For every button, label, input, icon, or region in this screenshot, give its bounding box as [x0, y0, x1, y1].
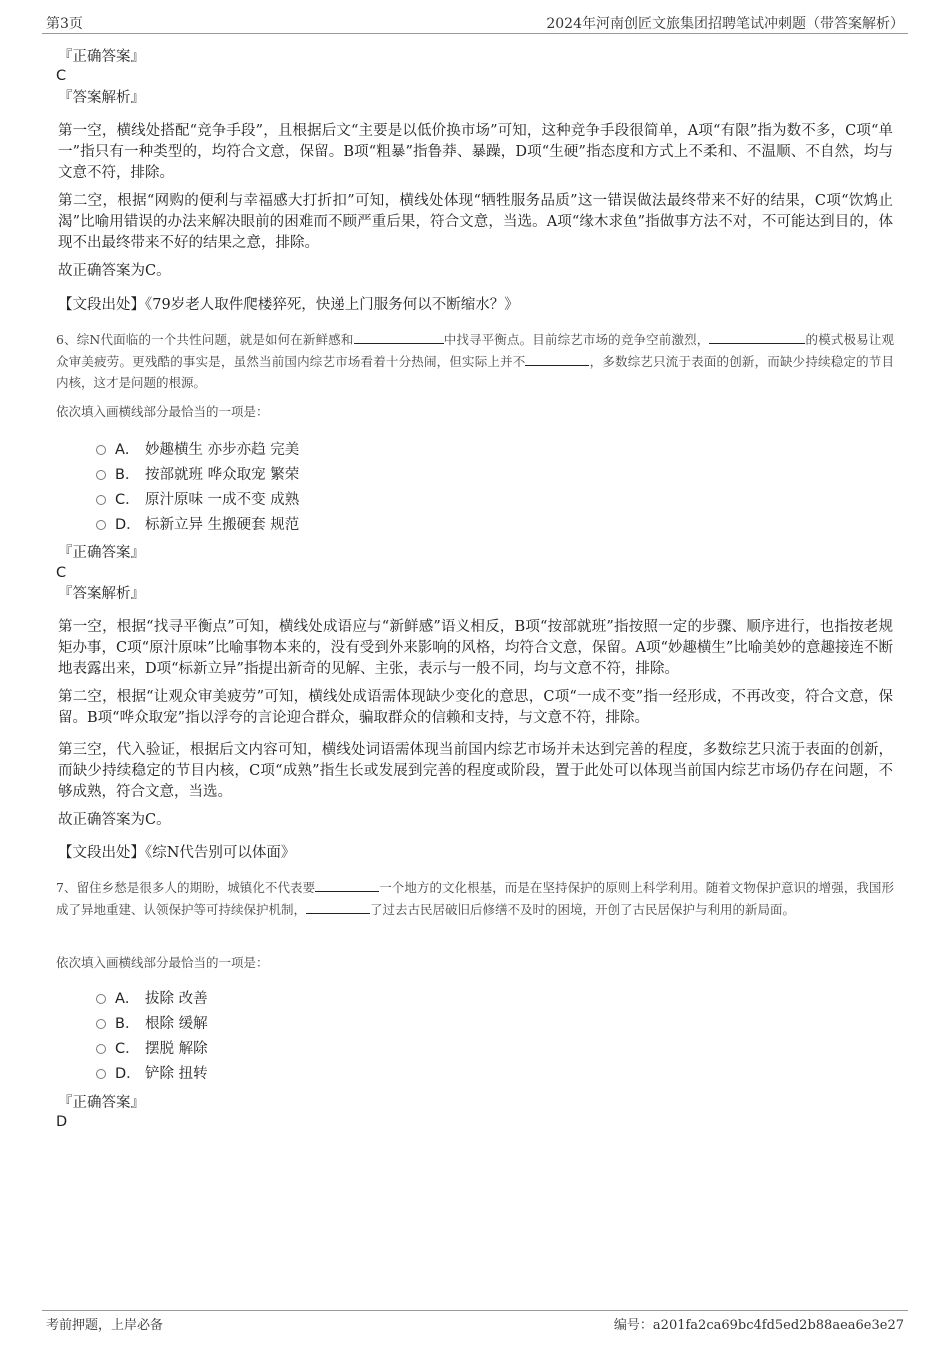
fill-blank	[525, 352, 589, 366]
answer-label: 『正确答案』	[58, 1095, 145, 1111]
analysis-conclusion: 故正确答案为C。	[58, 812, 171, 828]
footer-slogan: 考前押题，上岸必备	[46, 1318, 164, 1333]
radio-icon[interactable]	[96, 1069, 106, 1079]
analysis-label: 『答案解析』	[58, 586, 145, 602]
radio-icon[interactable]	[96, 445, 106, 455]
radio-icon[interactable]	[96, 470, 106, 480]
question-prompt: 依次填入画横线部分最恰当的一项是：	[56, 404, 269, 419]
answer-value: D	[56, 1114, 68, 1130]
option-d[interactable]: D． 标新立异 生搬硬套 规范	[96, 512, 299, 534]
analysis-paragraph: 第三空，代入验证，根据后文内容可知，横线处词语需体现当前国内综艺市场并未达到完善的程度，多数综艺只流于表面的创新，而缺少持续稳定的节目内核，C项“成熟”指生长或发展到完善的程度或阶段，置于此处可以体现当前国内综艺市场仍存在问题，不够成熟，符合文意，当选。	[58, 742, 893, 800]
analysis-paragraph: 第二空，根据“让观众审美疲劳”可知，横线处成语需体现缺少变化的意思，C项“一成不变”指一经形成，不再改变，符合文意，保留。B项“哗众取宠”指以浮夸的言论迎合群众，骗取群众的信赖和支持，与文意不符，排除。	[58, 689, 893, 726]
page-number: 第3页	[46, 16, 83, 32]
fill-blank	[315, 878, 379, 892]
analysis-conclusion: 故正确答案为C。	[58, 263, 171, 279]
option-c[interactable]: C． 摆脱 解除	[96, 1036, 208, 1058]
option-b[interactable]: B． 按部就班 哗众取宠 繁荣	[96, 462, 299, 484]
analysis-paragraph: 第一空，横线处搭配“竞争手段”，且根据后文“主要是以低价换市场”可知，这种竞争手段很简单，A项“有限”指为数不多，C项“单一”指只有一种类型的，均符合文意，保留。B项“粗暴”指鲁莽、暴躁，D项“生硬”指态度和方式上不柔和、不温顺、不自然，均与文意不符，排除。	[58, 123, 893, 181]
footer-divider	[42, 1310, 908, 1311]
fill-blank	[306, 900, 370, 914]
answer-label: 『正确答案』	[58, 49, 145, 65]
question-stem: 6、综N代面临的一个共性问题，就是如何在新鲜感和 中找寻平衡点。目前综艺市场的竞争空前激烈， 的模式极易让观众审美疲劳。更残酷的事实是，虽然当前国内综艺市场看着十分热闹，但实际上并不 ，多数综艺只流于表面的创新，而缺少持续稳定的节目内核，这才是问题的根源。	[56, 332, 894, 390]
radio-icon[interactable]	[96, 520, 106, 530]
option-d[interactable]: D． 铲除 扭转	[96, 1061, 208, 1083]
radio-icon[interactable]	[96, 495, 106, 505]
option-b[interactable]: B． 根除 缓解	[96, 1011, 208, 1033]
options-list	[96, 986, 208, 1083]
header-divider	[42, 33, 908, 34]
option-a[interactable]: A． 妙趣横生 亦步亦趋 完美	[96, 437, 299, 459]
question-stem: 7、留住乡愁是很多人的期盼，城镇化不代表要 一个地方的文化根基，而是在坚持保护的原则上科学利用。随着文物保护意识的增强，我国形成了异地重建、认领保护等可持续保护机制， 了过去古民居破旧后修缮不及时的困境，开创了古民居保护与利用的新局面。	[56, 880, 894, 917]
document-title: 2024年河南创匠文旅集团招聘笔试冲刺题（带答案解析）	[546, 16, 904, 32]
text-source: 【文段出处】《79岁老人取件爬楼猝死，快递上门服务何以不断缩水？》	[58, 297, 519, 313]
text-source: 【文段出处】《综N代告别可以体面》	[58, 845, 296, 861]
analysis-paragraph: 第二空，根据“网购的便利与幸福感大打折扣”可知，横线处体现“牺牲服务品质”这一错误做法最终带来不好的结果，C项“饮鸩止渴”比喻用错误的办法来解决眼前的困难而不顾严重后果，符合文意，当选。A项“缘木求鱼”指做事方法不对，不可能达到目的，体现不出最终带来不好的结果之意，排除。	[58, 193, 893, 251]
answer-value: C	[56, 565, 67, 581]
answer-label: 『正确答案』	[58, 545, 145, 561]
document-id: 编号：a201fa2ca69bc4fd5ed2b88aea6e3e27	[613, 1318, 904, 1333]
question-prompt: 依次填入画横线部分最恰当的一项是：	[56, 955, 269, 970]
option-c[interactable]: C． 原汁原味 一成不变 成熟	[96, 487, 299, 509]
options-list	[96, 437, 299, 534]
analysis-paragraph: 第一空，根据“找寻平衡点”可知，横线处成语应与“新鲜感”语义相反，B项“按部就班”指按照一定的步骤、顺序进行，也指按老规矩办事，C项“原汁原味”比喻事物本来的，没有受到外来影响的风格，均符合文意，保留。A项“妙趣横生”比喻美妙的意趣接连不断地表露出来，D项“标新立异”指提出新奇的见解、主张，表示与一般不同，均与文意不符，排除。	[58, 619, 893, 677]
radio-icon[interactable]	[96, 1044, 106, 1054]
radio-icon[interactable]	[96, 1019, 106, 1029]
answer-value: C	[56, 68, 67, 84]
fill-blank	[709, 330, 805, 344]
option-a[interactable]: A． 拔除 改善	[96, 986, 208, 1008]
fill-blank	[354, 330, 444, 344]
radio-icon[interactable]	[96, 994, 106, 1004]
analysis-label: 『答案解析』	[58, 90, 145, 106]
